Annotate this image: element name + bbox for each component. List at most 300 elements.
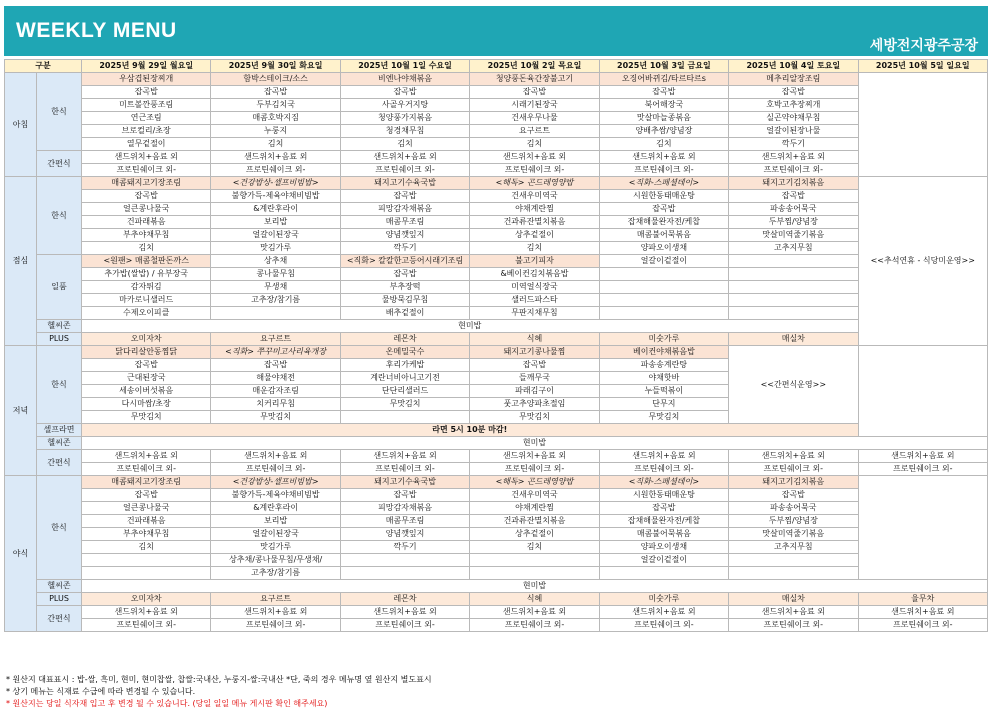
category-health: 헬씨존 — [37, 580, 82, 593]
menu-item: <직화-스페셜데이> — [599, 177, 728, 190]
menu-item: 피망감자채볶음 — [340, 203, 469, 216]
menu-item: 호박고추장찌개 — [729, 99, 858, 112]
menu-item: 매콤불어묵볶음 — [599, 229, 728, 242]
menu-item: 김치 — [82, 242, 211, 255]
menu-item: 상추겉절이 — [470, 528, 599, 541]
category-korean: 한식 — [37, 73, 82, 151]
menu-item: 매운감자조림 — [211, 385, 340, 398]
day-header: 2025년 10월 1일 수요일 — [340, 60, 469, 73]
simple-item: 샌드위치+음료 외 — [599, 151, 728, 164]
table-row — [5, 164, 988, 177]
single-item: 무판지채무침 — [470, 307, 599, 320]
menu-item: 닭다리살안동찜닭 — [82, 346, 211, 359]
menu-item: 파송송어묵국 — [729, 203, 858, 216]
menu-item: <직화-스페셜데이> — [599, 476, 728, 489]
simple-item: 프로틴쉐이크 외- — [340, 619, 469, 632]
simple-item: 프로틴쉐이크 외- — [729, 463, 858, 476]
empty-cell — [599, 567, 728, 580]
empty-cell — [729, 281, 858, 294]
menu-item: 무맛김치 — [599, 411, 728, 424]
menu-item: 잡곡밥 — [470, 359, 599, 372]
day-header: 2025년 9월 30일 화요일 — [211, 60, 340, 73]
empty-cell — [858, 476, 987, 580]
empty-cell — [599, 294, 728, 307]
menu-item: 깍두기 — [340, 541, 469, 554]
table-row — [5, 190, 988, 203]
table-row — [5, 99, 988, 112]
menu-item: 무맛김치 — [340, 398, 469, 411]
menu-item: 연근조림 — [82, 112, 211, 125]
menu-item: 사골우거지탕 — [340, 99, 469, 112]
empty-cell — [729, 255, 858, 268]
category-simple: 간편식 — [37, 606, 82, 632]
menu-item: 부추야채무침 — [82, 229, 211, 242]
menu-item: 건새우미역국 — [470, 489, 599, 502]
page-title: WEEKLY MENU — [16, 19, 177, 42]
simple-item: 샌드위치+음료 외 — [470, 450, 599, 463]
simple-item: 샌드위치+음료 외 — [340, 606, 469, 619]
menu-item: 잡곡밥 — [340, 190, 469, 203]
simple-item: 샌드위치+음료 외 — [729, 151, 858, 164]
menu-item: 불향가득-제육야채비빔밥 — [211, 489, 340, 502]
table-row — [5, 268, 988, 281]
menu-item: 맛김가루 — [211, 541, 340, 554]
menu-item: 후리가케밥 — [340, 359, 469, 372]
menu-item: 무맛김치 — [82, 411, 211, 424]
menu-item: 무맛김치 — [211, 411, 340, 424]
menu-item: 양념깻잎지 — [340, 528, 469, 541]
simple-item: 프로틴쉐이크 외- — [729, 619, 858, 632]
empty-cell — [729, 554, 858, 567]
simple-item: 샌드위치+음료 외 — [729, 606, 858, 619]
menu-item: 잡곡밥 — [211, 86, 340, 99]
category-simple: 간편식 — [37, 450, 82, 476]
empty-cell — [340, 554, 469, 567]
menu-item: 잡곡밥 — [82, 86, 211, 99]
simple-item: 샌드위치+음료 외 — [211, 151, 340, 164]
health-item: 현미밥 — [82, 580, 988, 593]
table-row — [5, 528, 988, 541]
day-header: 2025년 9월 29일 월요일 — [82, 60, 211, 73]
menu-item: 깍두기 — [340, 242, 469, 255]
division-header: 구분 — [5, 60, 82, 73]
simple-item: 샌드위치+음료 외 — [82, 606, 211, 619]
simple-item: 프로틴쉐이크 외- — [470, 619, 599, 632]
menu-item: 매콤돼지고기장조림 — [82, 476, 211, 489]
plus-item: 오미자차 — [82, 593, 211, 606]
simple-item: 프로틴쉐이크 외- — [82, 164, 211, 177]
simple-item: 프로틴쉐이크 외- — [340, 164, 469, 177]
menu-item: 김치 — [82, 541, 211, 554]
menu-item: 맛살마늘종볶음 — [599, 112, 728, 125]
simple-item: 샌드위치+음료 외 — [470, 606, 599, 619]
category-health: 헬씨존 — [37, 320, 82, 333]
menu-item: 김치 — [470, 138, 599, 151]
simple-item: 샌드위치+음료 외 — [470, 151, 599, 164]
category-plus: PLUS — [37, 593, 82, 606]
menu-item: 매콤호박지짐 — [211, 112, 340, 125]
single-item: &베이컨김치볶음밥 — [470, 268, 599, 281]
menu-item: 건파래볶음 — [82, 216, 211, 229]
plus-item: 매실차 — [729, 333, 858, 346]
table-row — [5, 346, 988, 359]
table-row — [5, 580, 988, 593]
menu-item: 김치 — [211, 138, 340, 151]
empty-cell — [340, 567, 469, 580]
simple-item: 프로틴쉐이크 외- — [858, 463, 987, 476]
menu-item: 얼큰콩나물국 — [82, 502, 211, 515]
simple-item: 샌드위치+음료 외 — [82, 450, 211, 463]
menu-item: <직화> 쭈꾸미고사리육개장 — [211, 346, 340, 359]
simple-item: 샌드위치+음료 외 — [211, 450, 340, 463]
empty-cell — [82, 567, 211, 580]
day-header: 2025년 10월 4일 토요일 — [729, 60, 858, 73]
menu-item: 계란너비아니고기전 — [340, 372, 469, 385]
menu-item: 치커리무침 — [211, 398, 340, 411]
menu-item: 돼지고기수육국밥 — [340, 476, 469, 489]
table-row — [5, 255, 988, 268]
menu-item: 맛살미역줄기볶음 — [729, 528, 858, 541]
simple-item: 프로틴쉐이크 외- — [470, 164, 599, 177]
menu-item: 고추지무침 — [729, 541, 858, 554]
menu-item: 건과류잔멸치볶음 — [470, 515, 599, 528]
menu-item: 보리밥 — [211, 515, 340, 528]
health-item: 현미밥 — [82, 437, 988, 450]
simple-item: 프로틴쉐이크 외- — [340, 463, 469, 476]
menu-item: 잡곡밥 — [340, 489, 469, 502]
menu-item: 매콤돼지고기장조림 — [82, 177, 211, 190]
menu-item: 돼지고기콩나물찜 — [470, 346, 599, 359]
empty-cell — [858, 346, 987, 437]
table-row — [5, 424, 988, 437]
menu-item: 양념깻잎지 — [340, 229, 469, 242]
menu-item: 요구르트 — [470, 125, 599, 138]
menu-item: 베이컨야채볶음밥 — [599, 346, 728, 359]
menu-item: 맛살미역줄기볶음 — [729, 229, 858, 242]
menu-item: 잡곡밥 — [729, 86, 858, 99]
menu-item: 부추야채무침 — [82, 528, 211, 541]
menu-item: <건강밥상-셀프비빔밥> — [211, 476, 340, 489]
menu-item: 파래김구이 — [470, 385, 599, 398]
menu-item: 잡곡밥 — [82, 359, 211, 372]
empty-cell — [211, 307, 340, 320]
empty-cell — [858, 73, 987, 177]
menu-item: 잡곡밥 — [599, 86, 728, 99]
plus-item: 레몬차 — [340, 333, 469, 346]
menu-item: 매콤무조림 — [340, 216, 469, 229]
menu-item: 매콤무조림 — [340, 515, 469, 528]
simple-item: 샌드위치+음료 외 — [340, 151, 469, 164]
menu-item: 돼지고기김치볶음 — [729, 177, 858, 190]
empty-cell — [470, 554, 599, 567]
menu-item: 잡곡밥 — [82, 190, 211, 203]
menu-item: 김치 — [340, 138, 469, 151]
single-item: 상추채 — [211, 255, 340, 268]
table-row — [5, 450, 988, 463]
menu-item: 건새우무나물 — [470, 112, 599, 125]
menu-item: <해독> 곤드레영양밥 — [470, 177, 599, 190]
empty-cell — [729, 294, 858, 307]
single-item: 콩나물무침 — [211, 268, 340, 281]
menu-item: 얼갈이된장국 — [211, 229, 340, 242]
menu-item: 피망감자채볶음 — [340, 502, 469, 515]
menu-item: 깍두기 — [729, 138, 858, 151]
menu-item: 얼갈이된장국 — [211, 528, 340, 541]
menu-item: 들깨무국 — [470, 372, 599, 385]
page-header — [4, 6, 988, 56]
empty-cell — [729, 268, 858, 281]
category-health: 헬씨존 — [37, 437, 82, 450]
menu-item: 무맛김치 — [470, 411, 599, 424]
menu-item: 시원한동태매운탕 — [599, 190, 728, 203]
menu-item: 두부찜/양념장 — [729, 515, 858, 528]
category-korean: 한식 — [37, 177, 82, 255]
day-header: 2025년 10월 3일 금요일 — [599, 60, 728, 73]
menu-item: 고추지무침 — [729, 242, 858, 255]
menu-item: 실곤약야채무침 — [729, 112, 858, 125]
menu-item: 건파래볶음 — [82, 515, 211, 528]
selframen-notice: 라면 5시 10분 마감! — [82, 424, 859, 437]
menu-item: &계란후라이 — [211, 502, 340, 515]
menu-item: 야채핫바 — [599, 372, 728, 385]
menu-item: 건새우미역국 — [470, 190, 599, 203]
footer-warning-note: * 원산지는 당일 식자재 입고 후 변경 될 수 있습니다. (당일 일일 메뉴 게시판 확인 해주세요) — [6, 699, 328, 708]
plus-item: 미숫가루 — [599, 333, 728, 346]
table-row — [5, 593, 988, 606]
table-row — [5, 60, 988, 73]
category-korean: 한식 — [37, 476, 82, 580]
category-single: 일품 — [37, 255, 82, 320]
menu-item: 북어해장국 — [599, 99, 728, 112]
menu-item: 얼갈이겉절이 — [599, 554, 728, 567]
table-row — [5, 333, 988, 346]
menu-item: <건강밥상-셀프비빔밥> — [211, 177, 340, 190]
simple-item: 샌드위치+음료 외 — [340, 450, 469, 463]
simple-item: 샌드위치+음료 외 — [599, 450, 728, 463]
day-header: 2025년 10월 5일 일요일 — [858, 60, 987, 73]
table-row — [5, 502, 988, 515]
menu-item: 상추채/콩나물무침/무생채/ — [211, 554, 340, 567]
menu-item: 보리밥 — [211, 216, 340, 229]
menu-item: 누들떡볶이 — [599, 385, 728, 398]
menu-item: 시원한동태매운탕 — [599, 489, 728, 502]
single-item: <직화> 칼칼한고등어시래기조림 — [340, 255, 469, 268]
menu-item: 함박스테이크/소스 — [211, 73, 340, 86]
menu-item: 잡채해물완자전/케찹 — [599, 515, 728, 528]
empty-cell — [729, 307, 858, 320]
menu-item: 시래기된장국 — [470, 99, 599, 112]
breakfast-label: 아침 — [5, 73, 37, 177]
menu-item: 청양풍가지볶음 — [340, 112, 469, 125]
simple-item: 프로틴쉐이크 외- — [599, 619, 728, 632]
menu-item: 두부김치국 — [211, 99, 340, 112]
menu-item: 온메밀국수 — [340, 346, 469, 359]
single-item: 고추장/참기름 — [211, 294, 340, 307]
table-row — [5, 203, 988, 216]
night-label: 야식 — [5, 476, 37, 632]
table-row — [5, 112, 988, 125]
menu-item: 파송송어묵국 — [729, 502, 858, 515]
weekly-menu-table — [4, 59, 988, 632]
menu-item: 양파오이생채 — [599, 242, 728, 255]
single-item: 미역얼식장국 — [470, 281, 599, 294]
table-row — [5, 294, 988, 307]
table-row — [5, 619, 988, 632]
table-row — [5, 177, 988, 190]
table-row — [5, 229, 988, 242]
menu-item: 건과류잔멸치볶음 — [470, 216, 599, 229]
menu-item: 파송송계란탕 — [599, 359, 728, 372]
menu-item: 김치 — [470, 541, 599, 554]
empty-cell — [470, 567, 599, 580]
brand-logo: 세방전지광주공장 — [869, 37, 978, 53]
menu-item: 불향가득-제육야채비빔밥 — [211, 190, 340, 203]
menu-item: 양배추쌈/양념장 — [599, 125, 728, 138]
single-item: 무생채 — [211, 281, 340, 294]
menu-item: 상추겉절이 — [470, 229, 599, 242]
menu-item: 미트볼깐풍조림 — [82, 99, 211, 112]
menu-item: 해물야채전 — [211, 372, 340, 385]
table-row — [5, 463, 988, 476]
menu-item: 김치 — [599, 138, 728, 151]
plus-item: 율무차 — [858, 593, 987, 606]
menu-item: 단단리샐러드 — [340, 385, 469, 398]
menu-item: 돼지고기수육국밥 — [340, 177, 469, 190]
simple-item: 프로틴쉐이크 외- — [599, 164, 728, 177]
menu-item: 잡곡밥 — [211, 359, 340, 372]
menu-item: 단무지 — [599, 398, 728, 411]
single-item: 추가밥(쌀밥) / 유부장국 — [82, 268, 211, 281]
menu-item: 김치 — [470, 242, 599, 255]
table-row — [5, 489, 988, 502]
menu-item: 우삼겹된장찌개 — [82, 73, 211, 86]
table-row — [5, 86, 988, 99]
menu-item: 두부찜/양념장 — [729, 216, 858, 229]
simple-item: 프로틴쉐이크 외- — [211, 463, 340, 476]
menu-item: 누룽지 — [211, 125, 340, 138]
table-row — [5, 567, 988, 580]
simple-item: 프로틴쉐이크 외- — [82, 463, 211, 476]
menu-item: 잡채해물완자전/케찹 — [599, 216, 728, 229]
menu-item: 얼갈이겉절이 — [599, 255, 728, 268]
empty-cell — [340, 411, 469, 424]
simple-item: 프로틴쉐이크 외- — [211, 619, 340, 632]
simple-item: 샌드위치+음료 외 — [82, 151, 211, 164]
menu-item: 열무겉절이 — [82, 138, 211, 151]
holiday-notice: <<추석연휴 - 식당미운영>> — [858, 177, 987, 346]
menu-item: 잡곡밥 — [340, 86, 469, 99]
menu-item: 얼큰콩나물국 — [82, 203, 211, 216]
single-item: <원팬> 매콤철판돈까스 — [82, 255, 211, 268]
menu-item: 야채계란찜 — [470, 502, 599, 515]
empty-cell — [729, 567, 858, 580]
single-item: 잡곡밥 — [340, 268, 469, 281]
single-item: 부추장떡 — [340, 281, 469, 294]
empty-cell — [599, 268, 728, 281]
table-row — [5, 476, 988, 489]
menu-item: 양파오이생채 — [599, 541, 728, 554]
simple-item: 프로틴쉐이크 외- — [211, 164, 340, 177]
menu-item: 얼갈이된장나물 — [729, 125, 858, 138]
single-item: 마카로니샐러드 — [82, 294, 211, 307]
simple-item: 샌드위치+음료 외 — [211, 606, 340, 619]
plus-item: 요구르트 — [211, 333, 340, 346]
table-row — [5, 138, 988, 151]
plus-item: 오미자차 — [82, 333, 211, 346]
table-row — [5, 541, 988, 554]
menu-item: 다시마쌈/초장 — [82, 398, 211, 411]
menu-item: 청경채무침 — [340, 125, 469, 138]
single-item: 감자튀김 — [82, 281, 211, 294]
menu-item: 잡곡밥 — [729, 489, 858, 502]
single-item: 물방묵김무침 — [340, 294, 469, 307]
table-row — [5, 307, 988, 320]
simple-item: 프로틴쉐이크 외- — [599, 463, 728, 476]
simple-item: 프로틴쉐이크 외- — [82, 619, 211, 632]
category-korean: 한식 — [37, 346, 82, 424]
table-row — [5, 242, 988, 255]
menu-item: 브로컬리/초장 — [82, 125, 211, 138]
simple-item: 샌드위치+음료 외 — [729, 450, 858, 463]
footer-notes — [6, 674, 432, 710]
table-row — [5, 437, 988, 450]
menu-item: 잡곡밥 — [729, 190, 858, 203]
lunch-label: 점심 — [5, 177, 37, 346]
plus-item: 매실차 — [729, 593, 858, 606]
menu-item: 잡곡밥 — [599, 203, 728, 216]
menu-item: 비엔나야채볶음 — [340, 73, 469, 86]
menu-item: 풋고추양파초절임 — [470, 398, 599, 411]
menu-item: 오징어바뀌김/타르타르s — [599, 73, 728, 86]
footer-change-note: * 상기 메뉴는 식재료 수급에 따라 변경될 수 있습니다. — [6, 687, 196, 696]
simple-item: 프로틴쉐이크 외- — [858, 619, 987, 632]
table-row — [5, 554, 988, 567]
empty-cell — [599, 281, 728, 294]
table-row — [5, 73, 988, 86]
menu-item: 근대된장국 — [82, 372, 211, 385]
table-row — [5, 515, 988, 528]
dinner-label: 저녁 — [5, 346, 37, 476]
menu-item: 청양풍돈육간장불고기 — [470, 73, 599, 86]
simple-item: 프로틴쉐이크 외- — [729, 164, 858, 177]
single-item: 배추겉절이 — [340, 307, 469, 320]
menu-item: 맛김가루 — [211, 242, 340, 255]
menu-item: 메추리알장조림 — [729, 73, 858, 86]
simple-item: 프로틴쉐이크 외- — [470, 463, 599, 476]
footer-origin-note: * 원산지 대표표시 : 밥-쌀, 흑미, 현미, 현미찹쌀, 찹쌀:국내산, 누룽지-쌀:국내산 *단, 죽의 경우 메뉴명 옆 원산지 별도표시 — [6, 675, 432, 684]
plus-item: 식혜 — [470, 333, 599, 346]
table-row — [5, 320, 988, 333]
menu-item: <해독> 곤드레영양밥 — [470, 476, 599, 489]
plus-item: 미숫가루 — [599, 593, 728, 606]
table-row — [5, 151, 988, 164]
day-header: 2025년 10월 2일 목요일 — [470, 60, 599, 73]
menu-item: 잡곡밥 — [470, 86, 599, 99]
menu-item: 잡곡밥 — [82, 489, 211, 502]
single-item: 불고기피자 — [470, 255, 599, 268]
single-item: 샐러드파스타 — [470, 294, 599, 307]
table-row — [5, 281, 988, 294]
menu-item: &계란후라이 — [211, 203, 340, 216]
plus-item: 식혜 — [470, 593, 599, 606]
category-simple: 간편식 — [37, 151, 82, 177]
menu-item: 돼지고기김치볶음 — [729, 476, 858, 489]
menu-item: 잡곡밥 — [599, 502, 728, 515]
plus-item: 요구르트 — [211, 593, 340, 606]
single-item: 수제오이피클 — [82, 307, 211, 320]
plus-item: 레몬차 — [340, 593, 469, 606]
category-selframen: 셀프라면 — [37, 424, 82, 437]
